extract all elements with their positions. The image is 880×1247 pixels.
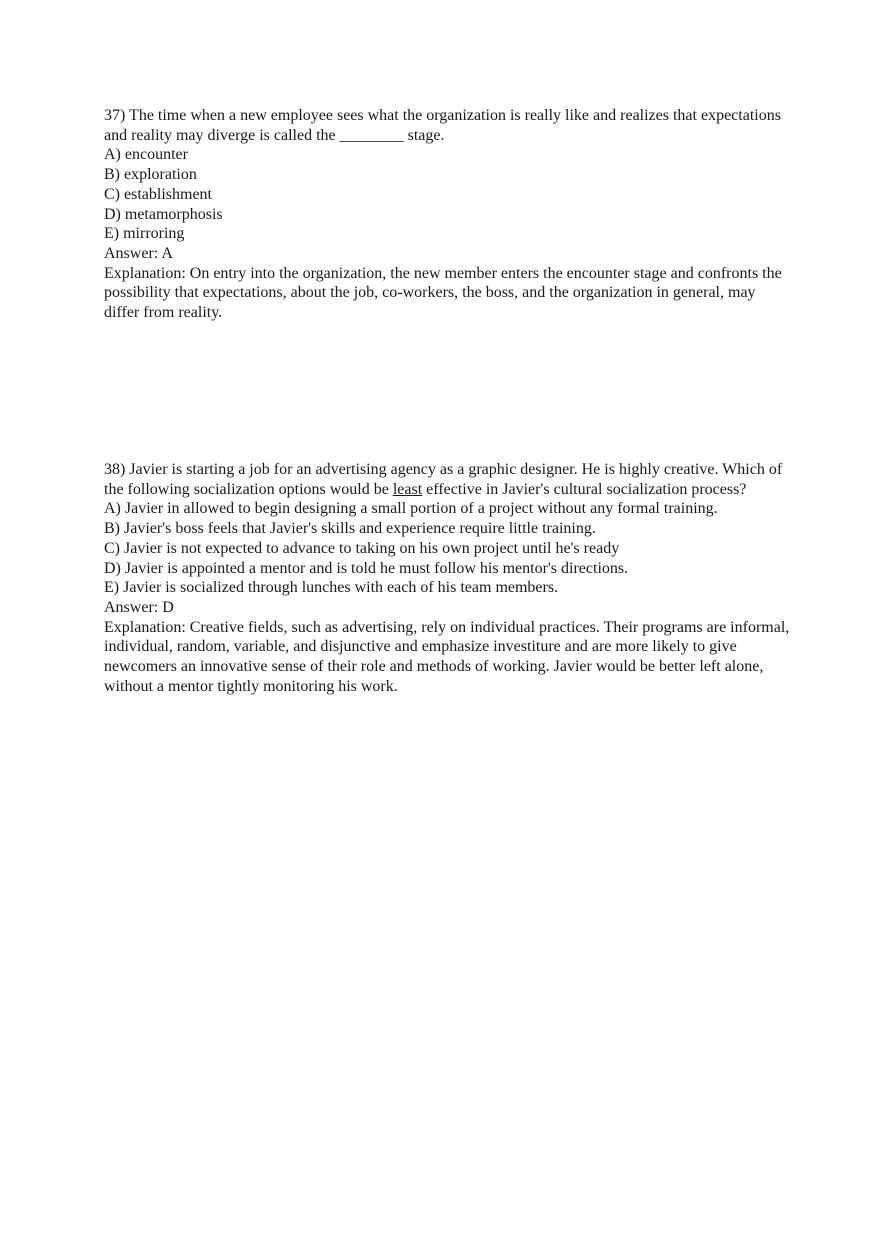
answer: Answer: D	[104, 598, 174, 616]
option-a: A) Javier in allowed to begin designing a small portion of a project without any formal training.	[104, 500, 718, 518]
explanation: Explanation: Creative fields, such as advertising, rely on individual practices. Their programs are informal, individual, random, variable, and disjunctive and emphasize investiture and are more likely to give newcomers an innovative sense of their role and methods of working. Javier would be better left alone, without a mentor tightly monitoring his work.	[104, 618, 790, 695]
option-d: D) metamorphosis	[104, 205, 223, 223]
question-prompt	[104, 460, 794, 499]
option-b: B) exploration	[104, 166, 197, 184]
answer: Answer: A	[104, 244, 173, 262]
explanation: Explanation: On entry into the organization, the new member enters the encounter stage and confronts the possibility that expectations, about the job, co-workers, the boss, and the organization in general, may differ from reality.	[104, 264, 782, 322]
question-38	[104, 460, 794, 696]
option-c: C) establishment	[104, 185, 212, 203]
option-e: E) mirroring	[104, 225, 185, 243]
prompt-text-after: effective in Javier's cultural socialization process?	[422, 480, 747, 498]
option-b: B) Javier's boss feels that Javier's skills and experience require little training.	[104, 520, 596, 538]
option-a: A) encounter	[104, 146, 188, 164]
option-c: C) Javier is not expected to advance to taking on his own project until he's ready	[104, 539, 620, 557]
prompt-text-before: 38) Javier is starting a job for an advertising agency as a graphic designer. He is highly creative. Which of the following socialization options would be	[104, 461, 783, 498]
prompt-underlined-word: least	[392, 480, 423, 498]
option-d: D) Javier is appointed a mentor and is told he must follow his mentor's directions.	[104, 559, 629, 577]
question-prompt: 37) The time when a new employee sees what the organization is really like and realizes that expectations and reality may diverge is called the ________ stage.	[104, 107, 781, 144]
question-37	[104, 106, 794, 323]
option-e: E) Javier is socialized through lunches with each of his team members.	[104, 579, 559, 597]
